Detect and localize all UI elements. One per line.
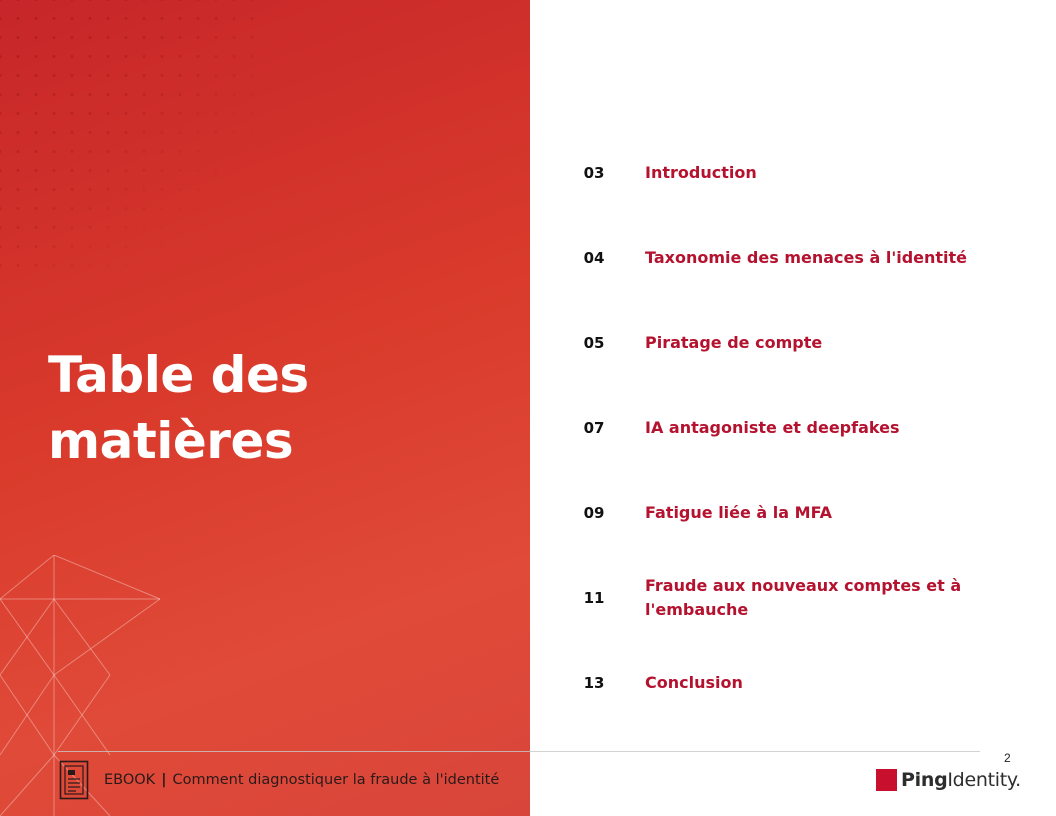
footer-doc-title: Comment diagnostiquer la fraude à l'identité <box>172 772 500 788</box>
toc-link[interactable]: Fatigue liée à la MFA <box>645 503 833 522</box>
toc-link[interactable]: IA antagoniste et deepfakes <box>645 418 900 437</box>
footer-kind: EBOOK <box>104 772 156 788</box>
logo-mark-icon <box>876 769 897 791</box>
toc-item-introduction[interactable] <box>560 148 1000 198</box>
title-line-1: Table des <box>48 346 309 404</box>
toc-item-ia-deepfakes[interactable] <box>560 403 1000 453</box>
toc-page-number: 07 <box>583 419 605 437</box>
toc-page-number: 04 <box>583 249 605 267</box>
toc-page-number: 13 <box>583 674 605 692</box>
page-title <box>48 342 309 474</box>
toc-page-number: 05 <box>583 334 605 352</box>
toc-page-number: 09 <box>583 504 605 522</box>
toc-item-fraude-comptes[interactable] <box>560 573 1000 623</box>
toc-item-fatigue-mfa[interactable] <box>560 488 1000 538</box>
toc-item-piratage[interactable] <box>560 318 1000 368</box>
dot-pattern <box>0 0 260 270</box>
toc-link[interactable]: Introduction <box>645 163 757 182</box>
toc-link[interactable]: Piratage de compte <box>645 333 823 352</box>
logo-wordmark: PingIdentity. <box>901 769 1021 791</box>
toc-link[interactable]: Conclusion <box>645 673 743 692</box>
footer-separator: | <box>161 772 167 788</box>
ebook-document-icon <box>59 760 89 800</box>
toc-link[interactable]: Fraude aux nouveaux comptes et à l'embauche <box>645 576 962 619</box>
footer-divider <box>58 751 980 752</box>
toc-item-taxonomie[interactable] <box>560 233 1000 283</box>
page-number: 2 <box>1004 751 1011 765</box>
title-line-2: matières <box>48 412 294 470</box>
toc-item-conclusion[interactable] <box>560 658 1000 708</box>
toc-page-number: 11 <box>583 589 605 607</box>
footer-document-title <box>104 772 499 788</box>
toc-link[interactable]: Taxonomie des menaces à l'identité <box>645 248 968 267</box>
toc-page-number: 03 <box>583 164 605 182</box>
ping-identity-logo <box>876 769 1021 791</box>
